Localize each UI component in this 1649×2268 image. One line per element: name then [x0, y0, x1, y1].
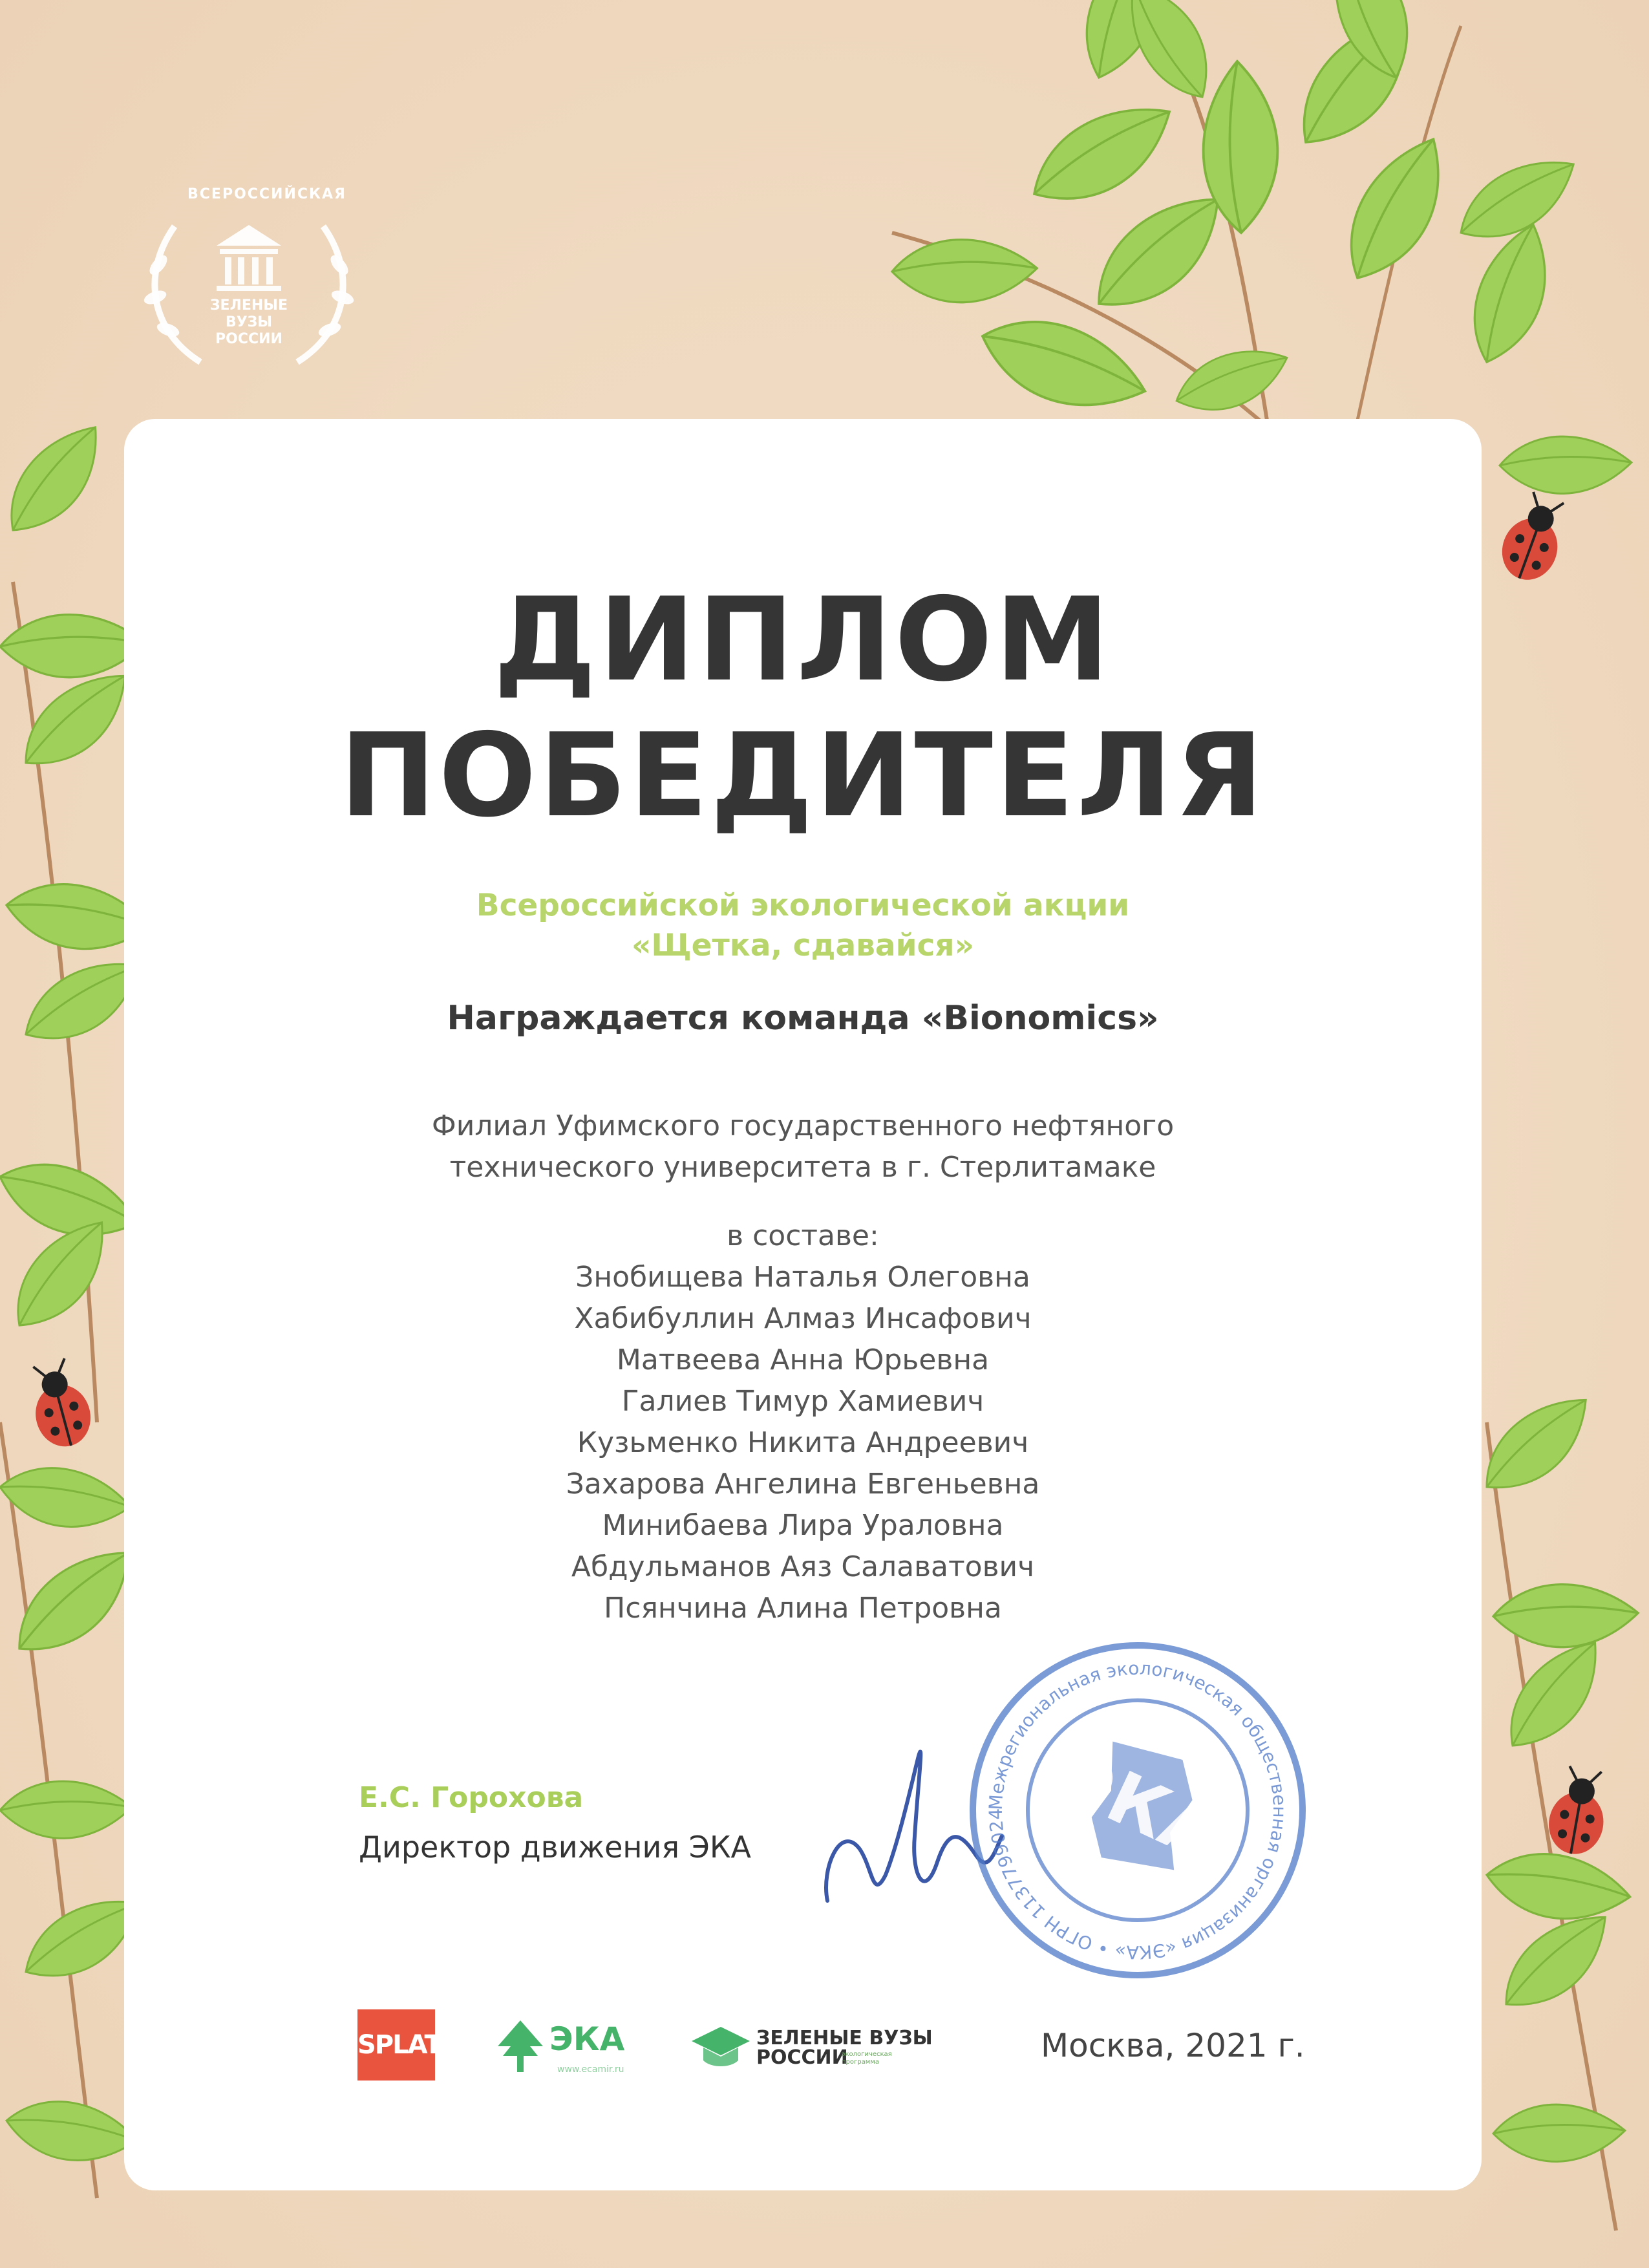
- emblem-text: ЗЕЛЕНЫЕ ВУЗЫ РОССИИ: [209, 297, 288, 347]
- signatory-role: Директор движения ЭКА: [359, 1830, 751, 1865]
- emblem-arc-text: ВСЕРОССИЙСКАЯ: [187, 186, 346, 202]
- title-line-1: ДИПЛОМ: [493, 573, 1112, 707]
- member-name: Матвеева Анна Юрьевна: [616, 1343, 990, 1376]
- green-vuzy-line-1: ЗЕЛЕНЫЕ ВУЗЫ: [756, 2027, 933, 2049]
- splat-logo: SPLAT: [357, 2009, 435, 2081]
- member-name: Абдульманов Аяз Салаватович: [571, 1550, 1035, 1583]
- member-name: Знобищева Наталья Олеговна: [575, 1261, 1030, 1294]
- member-name: Псянчина Алина Петровна: [604, 1592, 1002, 1625]
- stamp-ring-text: Межрегиональная экологическая общественная организация «ЭКА» • ОГРН 1137799024: [984, 1657, 1291, 1963]
- title-line-2: ПОБЕДИТЕЛЯ: [339, 709, 1266, 842]
- event-line-1: Всероссийской экологической акции: [476, 888, 1130, 923]
- eka-logo: [498, 2014, 640, 2079]
- signatory-name: Е.С. Горохова: [359, 1781, 584, 1814]
- green-vuzy-note: экологическая программа: [842, 2051, 892, 2066]
- stamp-center-text: ЭКА: [1047, 1733, 1233, 1878]
- institution: [124, 1106, 1482, 1188]
- members-list: [124, 1257, 1482, 1629]
- event-line-2: «Щетка, сдавайся»: [632, 928, 974, 963]
- place-date: Москва, 2021 г.: [1041, 2027, 1305, 2064]
- eka-tree-icon: [498, 2020, 543, 2072]
- green-vuzy-emblem: [129, 175, 368, 381]
- members-intro: в составе:: [727, 1219, 879, 1252]
- member-name: Минибаева Лира Ураловна: [602, 1509, 1004, 1542]
- green-vuzy-logo: [692, 2024, 950, 2082]
- member-name: Хабибуллин Алмаз Инсафович: [574, 1302, 1032, 1335]
- event-name: [124, 886, 1482, 966]
- eka-url: www.ecamir.ru: [557, 2064, 624, 2075]
- member-name: Захарова Ангелина Евгеньевна: [566, 1468, 1040, 1501]
- graduation-cap-icon: [692, 2027, 750, 2072]
- university-laurel-icon: [129, 175, 368, 381]
- official-stamp: [963, 1636, 1312, 1985]
- member-name: Галиев Тимур Хамиевич: [621, 1385, 984, 1418]
- member-name: Кузьменко Никита Андреевич: [577, 1426, 1029, 1459]
- institution-line-1: Филиал Уфимского государственного нефтяного: [431, 1109, 1175, 1142]
- green-vuzy-line-2: РОССИИ: [756, 2046, 848, 2069]
- diploma-title: [124, 575, 1482, 840]
- eka-logo-text: ЭКА: [549, 2020, 625, 2058]
- institution-line-2: технического университета в г. Стерлитамаке: [449, 1151, 1156, 1184]
- award-line: Награждается команда «Bionomics»: [447, 999, 1159, 1038]
